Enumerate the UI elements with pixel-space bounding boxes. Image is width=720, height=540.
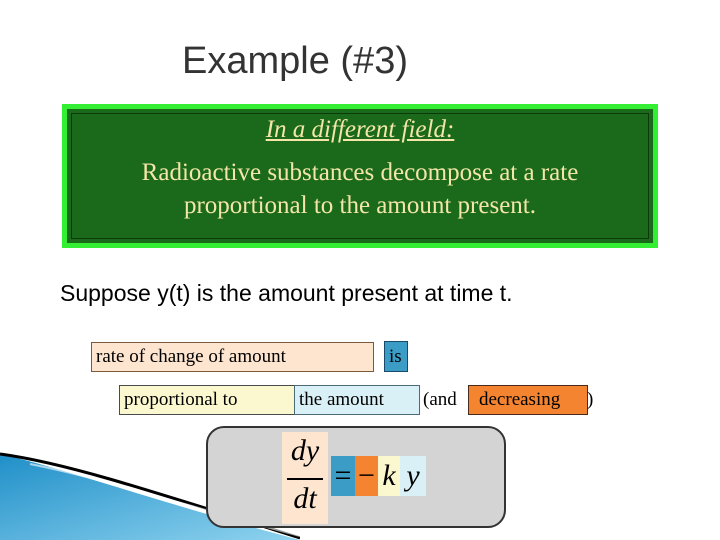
derivative-fraction — [282, 432, 328, 524]
rate-of-change-label: rate of change of amount — [91, 342, 374, 372]
constant-k: k — [378, 456, 400, 496]
amount-label: the amount — [294, 385, 420, 415]
proportional-label: proportional to — [119, 385, 295, 415]
minus-sign: − — [355, 456, 378, 496]
and-text: (and — [423, 389, 457, 410]
variable-y: y — [400, 456, 426, 496]
derivative-numerator: dy — [290, 434, 320, 467]
slide-title: Example (#3) — [182, 40, 408, 82]
close-paren: ) — [587, 389, 594, 410]
statement — [62, 156, 658, 222]
equals-sign: = — [331, 456, 355, 496]
field-label: In a different field: — [265, 116, 455, 143]
is-label: is — [384, 341, 408, 372]
statement-line-1: Radioactive substances decompose at a rate — [141, 159, 579, 186]
suppose-text: Suppose y(t) is the amount present at time t. — [60, 280, 513, 306]
statement-line-2: proportional to the amount present. — [183, 192, 536, 219]
fraction-bar — [287, 478, 323, 480]
derivative-denominator: dt — [293, 482, 317, 515]
decreasing-label: decreasing — [468, 385, 588, 415]
